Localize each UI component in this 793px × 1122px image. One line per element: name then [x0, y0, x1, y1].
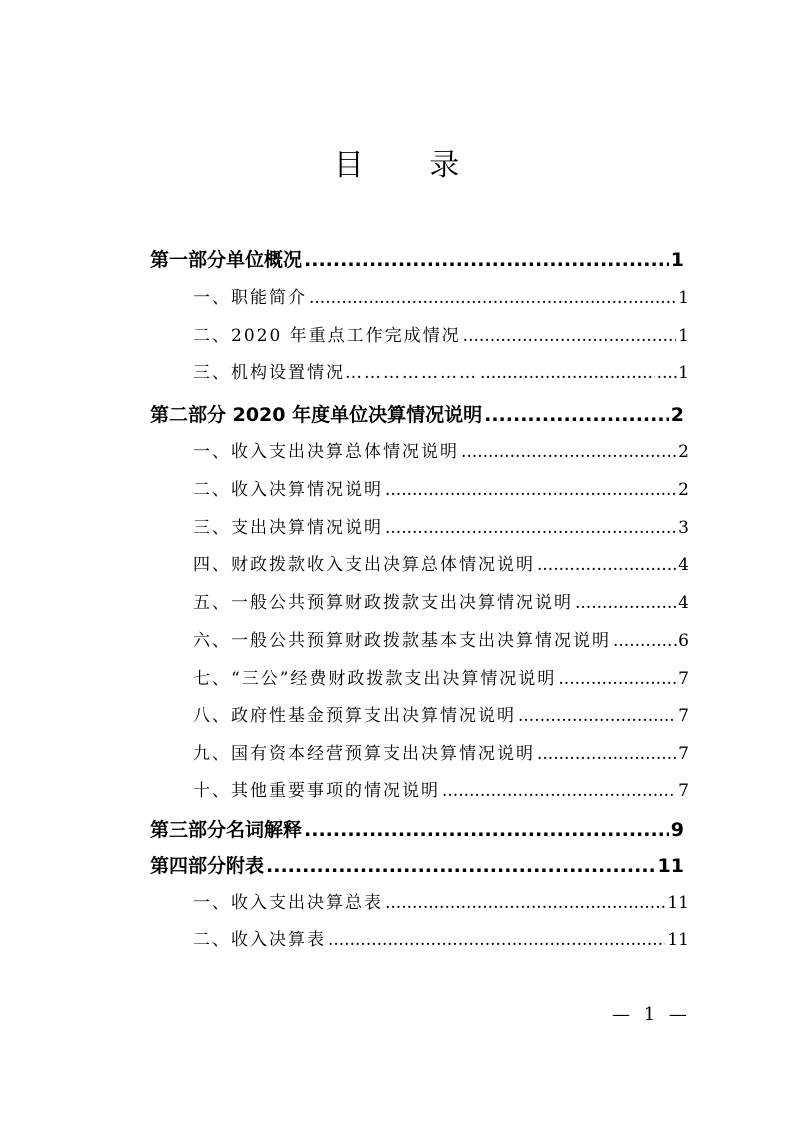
toc-leader-dots: [461, 436, 676, 468]
toc-leader-dots: [385, 887, 665, 919]
toc-entry[interactable]: [193, 549, 689, 581]
toc-leader-dots: [385, 474, 676, 506]
toc-entry-page: 4: [678, 593, 689, 613]
toc-entry-label: 一、收入支出决算总表: [193, 893, 383, 913]
toc-leader-dots: [266, 850, 656, 882]
toc-leader-dots: [442, 775, 676, 807]
toc-entry-page: 1: [670, 249, 684, 271]
toc-entry-page: 7: [678, 781, 689, 801]
toc-entry-page: 7: [678, 669, 689, 689]
toc-leader-dots: [537, 738, 676, 770]
toc-entry[interactable]: [150, 814, 684, 846]
toc-entry-page: 1: [678, 326, 689, 346]
toc-entry-page: .6: [672, 631, 689, 651]
toc-entry-page: 1: [678, 288, 689, 308]
toc-entry-label: 第二部分 2020 年度单位决算情况说明: [150, 404, 483, 426]
toc-entry-label: 三、机构设置情况…………………: [193, 363, 478, 383]
toc-entry[interactable]: [150, 399, 684, 431]
page-title: 目 录: [333, 148, 488, 183]
toc-entry-page: 2: [678, 442, 689, 462]
toc-leader-dots: [309, 282, 676, 314]
toc-entry[interactable]: [193, 282, 689, 314]
toc-entry-label: 三、支出决算情况说明: [193, 518, 383, 538]
toc-entry-label: 四、财政拨款收入支出决算总体情况说明: [193, 555, 535, 575]
toc-entry-label: 八、政府性基金预算支出决算情况说明: [193, 706, 516, 726]
toc-entry-page: 11: [667, 893, 689, 913]
toc-leader-dots: [537, 549, 676, 581]
toc-leader-dots: [304, 244, 669, 276]
toc-leader-dots: [558, 663, 676, 695]
toc-entry[interactable]: [193, 663, 689, 695]
toc-entry-page: 3: [678, 518, 689, 538]
toc-entry[interactable]: [193, 625, 689, 657]
toc-entry[interactable]: [193, 924, 689, 956]
toc-entry[interactable]: [193, 738, 689, 770]
toc-entry-page: 11: [667, 930, 689, 950]
toc-entry-page: 7: [678, 744, 689, 764]
toc-leader-dots: [463, 320, 677, 352]
toc-entry-label: 十、其他重要事项的情况说明: [193, 781, 440, 801]
toc-entry[interactable]: [193, 587, 689, 619]
toc-entry[interactable]: [193, 474, 689, 506]
toc-entry[interactable]: [193, 320, 689, 352]
toc-entry[interactable]: [150, 244, 684, 276]
toc-leader-dots: [304, 814, 669, 846]
toc-entry[interactable]: [193, 357, 689, 389]
toc-entry[interactable]: [193, 887, 689, 919]
toc-entry-label: 二、收入决算表: [193, 930, 326, 950]
toc-entry-page: 2: [670, 404, 684, 426]
toc-entry[interactable]: [193, 700, 689, 732]
toc-leader-dots: [328, 924, 665, 956]
toc-entry-label: 五、一般公共预算财政拨款支出决算情况说明: [193, 593, 573, 613]
toc-entry[interactable]: [150, 850, 684, 882]
toc-entry-label: 二、2020 年重点工作完成情况: [193, 326, 461, 346]
toc-entry-page: 4: [678, 555, 689, 575]
toc-entry-label: 七、“三公”经费财政拨款支出决算情况说明: [193, 669, 557, 689]
toc-entry-label: 一、职能简介: [193, 288, 307, 308]
toc-entry-label: 六、一般公共预算财政拨款基本支出决算情况说明: [193, 631, 611, 651]
toc-entry-label: 第四部分附表: [150, 855, 265, 877]
toc-entry-page: 11: [657, 855, 684, 877]
toc-leader-dots: [613, 625, 671, 657]
toc-leader-dots: [484, 399, 669, 431]
toc-entry-label: 一、收入支出决算总体情况说明: [193, 442, 459, 462]
toc-entry-label: 第一部分单位概况: [150, 249, 303, 271]
toc-entry-label: 二、收入决算情况说明: [193, 480, 383, 500]
page-number: — 1 —: [612, 1004, 691, 1025]
toc-entry-page: 2: [678, 480, 689, 500]
toc-leader-dots: [480, 357, 655, 389]
toc-entry[interactable]: [193, 512, 689, 544]
toc-entry[interactable]: [193, 775, 689, 807]
toc-entry-page: 7: [678, 706, 689, 726]
toc-entry-page: 9: [670, 819, 684, 841]
toc-leader-dots: [385, 512, 676, 544]
toc-entry-label: 第三部分名词解释: [150, 819, 303, 841]
toc-entry[interactable]: [193, 436, 689, 468]
toc-leader-dots: [575, 587, 676, 619]
toc-entry-label: 九、国有资本经营预算支出决算情况说明: [193, 744, 535, 764]
toc-leader-dots: [518, 700, 676, 732]
toc-entry-page: ....1: [656, 363, 689, 383]
